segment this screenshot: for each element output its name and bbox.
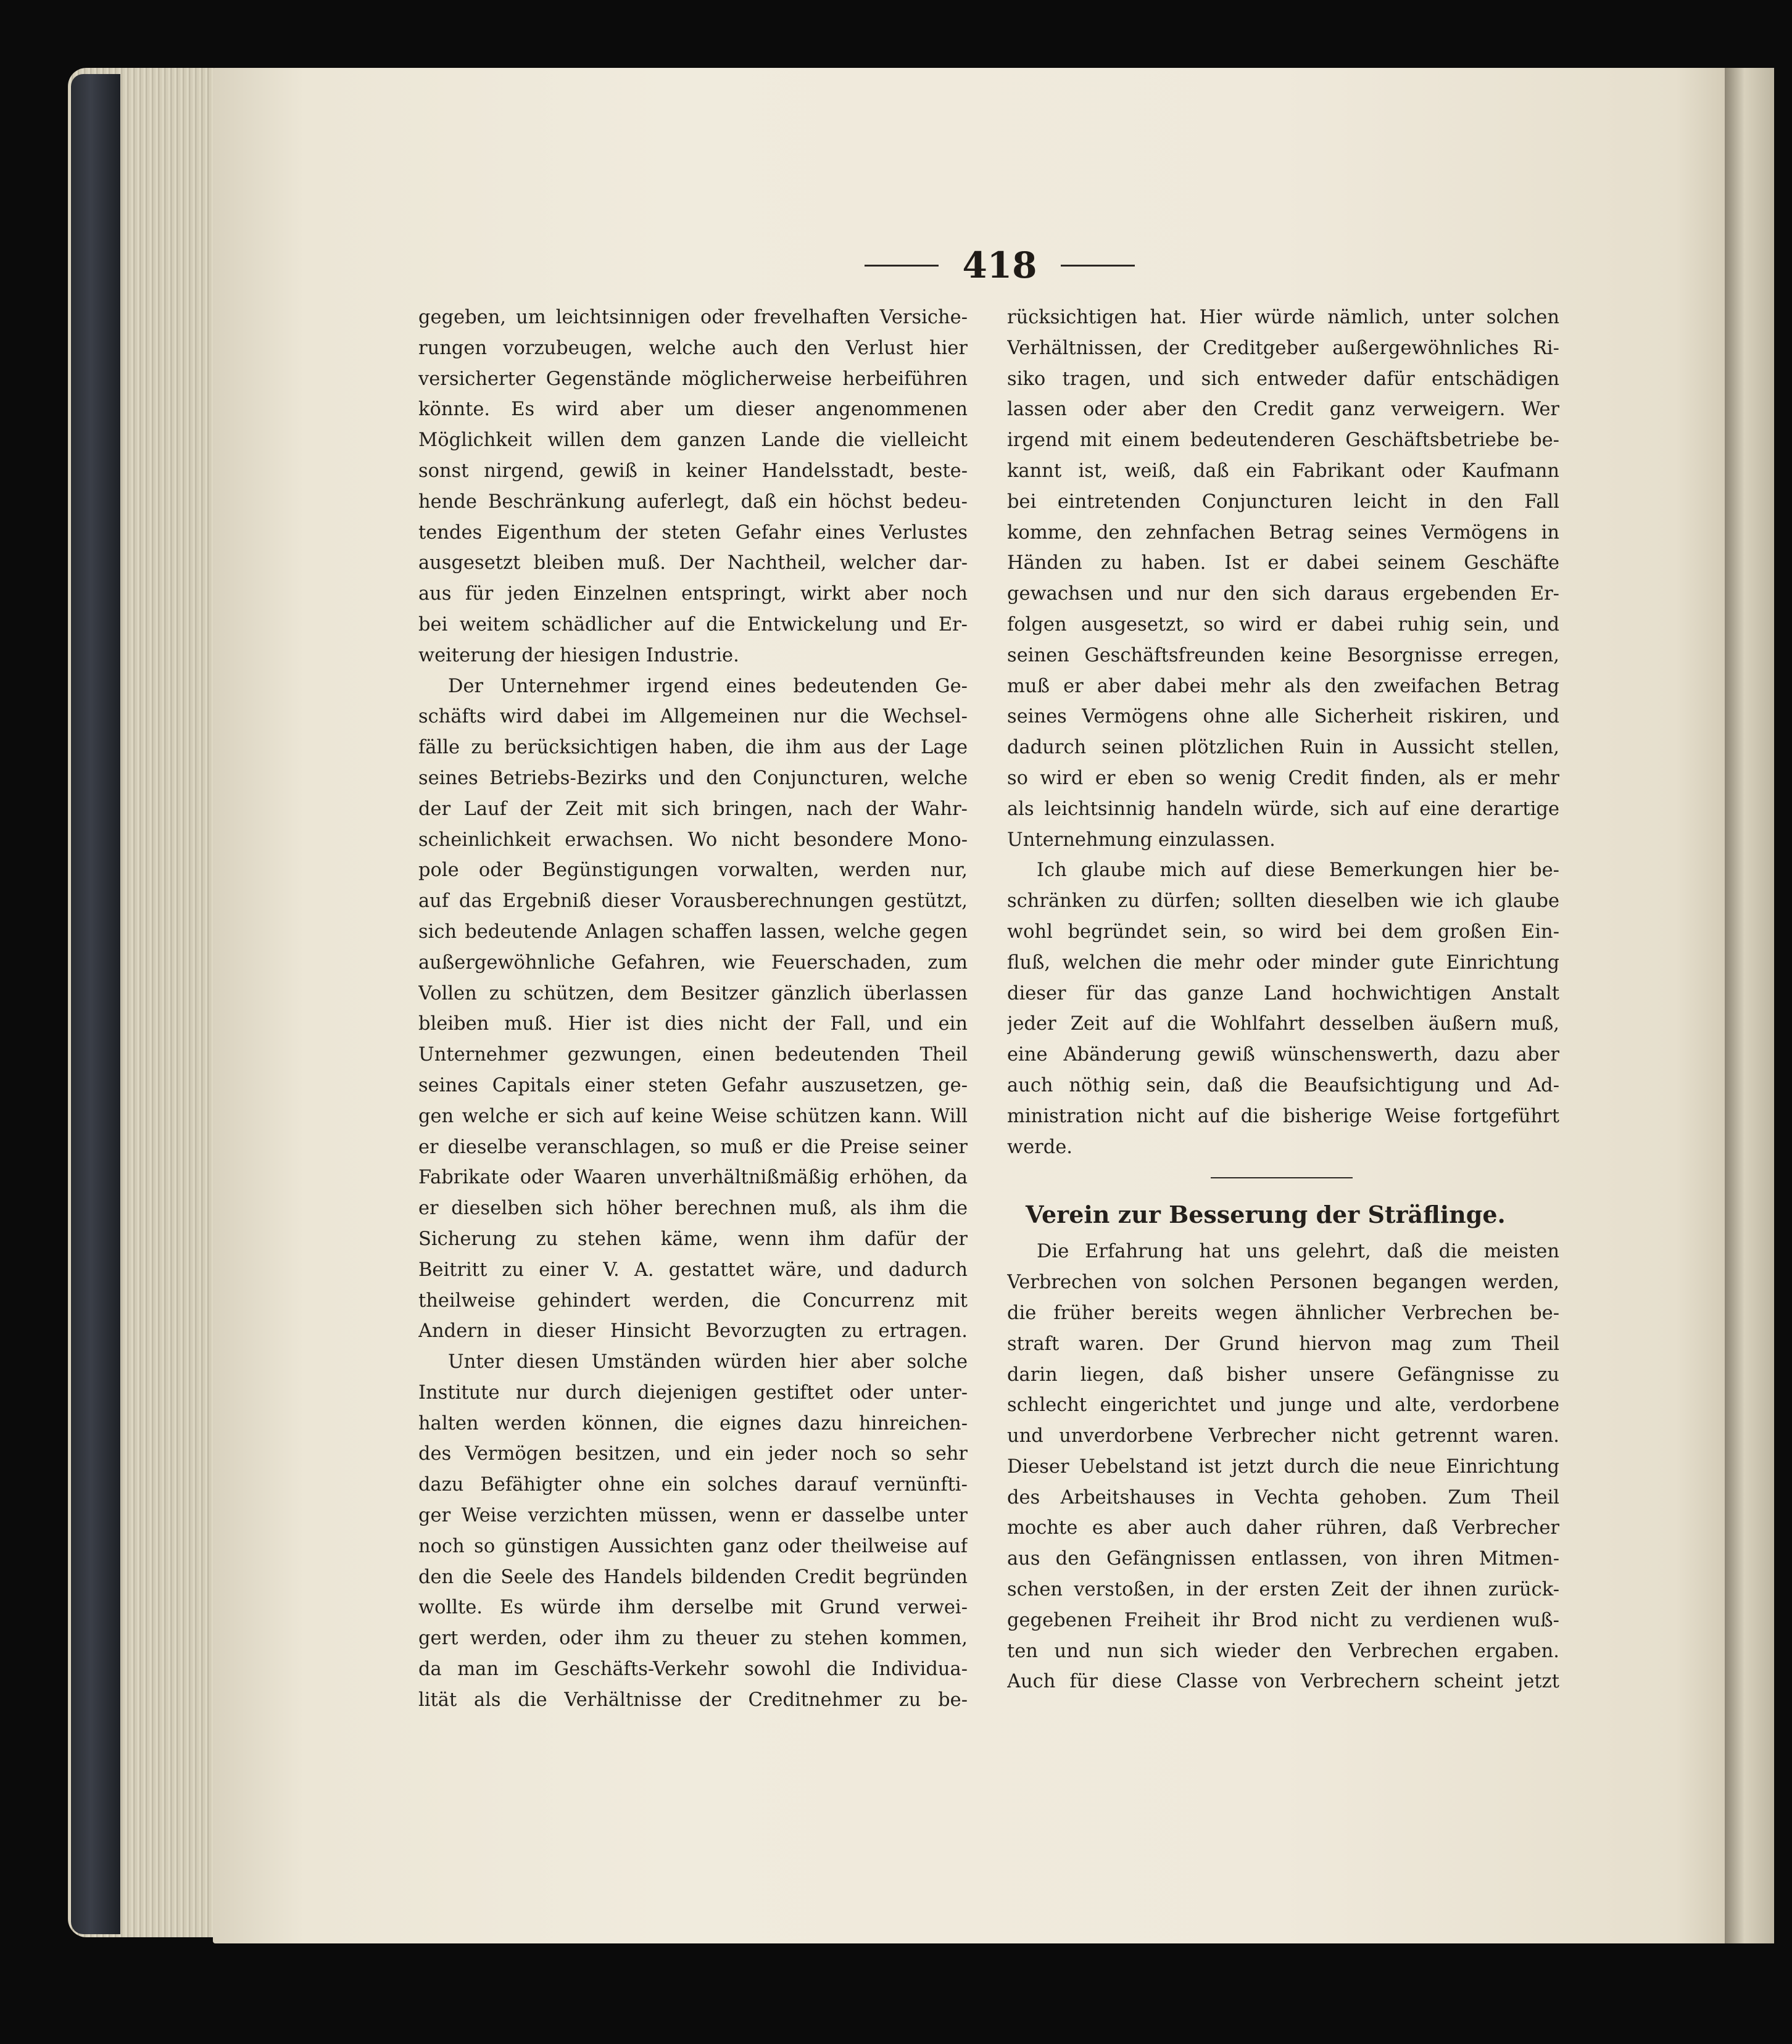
section-separator [1007,1162,1559,1193]
text-line: rücksichtigen hat. Hier würde nämlich, unter solchen [1007,307,1559,328]
text-line: schränken zu dürfen; sollten dieselben wie ich glaube [1007,890,1559,912]
text-line: Verhältnissen, der Creditgeber außergewöhnliches Ri- [1007,337,1559,359]
text-line: siko tragen, und sich entweder dafür entschädigen [1007,368,1559,390]
section-heading: Verein zur Besserung der Sträflinge. [1026,1201,1506,1229]
text-line: Verbrechen von solchen Personen begangen werden, [1007,1272,1559,1294]
page-header [827,238,1172,293]
text-line: bei eintretenden Conjuncturen leicht in den Fall [1007,490,1559,513]
text-line: Händen zu haben. Ist er dabei seinem Geschäfte [1007,552,1559,574]
header-rule-left [865,265,939,267]
text-line: theilweise gehindert werden, die Concurrenz mit [418,1289,968,1312]
text-line: schen verstoßen, in der ersten Zeit der ihnen zurück- [1007,1579,1559,1601]
text-line: rungen vorzubeugen, welche auch den Verlust hier [418,337,968,359]
text-line: eine Abänderung gewiß wünschenswerth, dazu aber [1007,1044,1559,1066]
text-line: Unternehmung einzulassen. [1007,829,1276,851]
text-line: gert werden, oder ihm zu theuer zu stehen kommen, [418,1628,968,1650]
text-line: den die Seele des Handels bildenden Credit begründen [418,1566,968,1588]
text-line: Unternehmer gezwungen, einen bedeutenden Theil [418,1044,968,1066]
text-line: straft waren. Der Grund hiervon mag zum Theil [1007,1333,1559,1355]
text-line: als leichtsinnig handeln würde, sich auf eine derartige [1007,798,1559,820]
text-line: Unter diesen Umständen würden hier aber solche [448,1351,968,1373]
text-line: tendes Eigenthum der steten Gefahr eines Verlustes [418,521,968,544]
text-line: auf das Ergebniß dieser Vorausberechnungen gestützt, [418,890,968,912]
text-line: ausgesetzt bleiben muß. Der Nachtheil, welcher dar- [418,552,968,574]
text-line: Beitritt zu einer V. A. gestattet wäre, und dadurch [418,1259,968,1281]
text-line: fälle zu berücksichtigen haben, die ihm aus der Lage [418,737,968,759]
text-line: Die Erfahrung hat uns gelehrt, daß die meisten [1037,1241,1559,1263]
text-line: aus den Gefängnissen entlassen, von ihren Mitmen- [1007,1548,1559,1570]
text-line: gen welche er sich auf keine Weise schützen kann. Will [418,1105,968,1127]
text-line: Andern in dieser Hinsicht Bevorzugten zu ertragen. [418,1320,968,1343]
text-line: sonst nirgend, gewiß in keiner Handelsstadt, beste- [418,460,968,482]
text-line: seinen Geschäftsfreunden keine Besorgnisse erregen, [1007,644,1559,666]
text-line: ten und nun sich wieder den Verbrechen ergaben. [1007,1640,1559,1662]
text-line: lität als die Verhältnisse der Creditnehmer zu be- [418,1689,968,1711]
text-line: der Lauf der Zeit mit sich bringen, nach der Wahr- [418,798,968,820]
text-line: dadurch seinen plötzlichen Ruin in Aussicht stellen, [1007,737,1559,759]
text-line: ministration nicht auf die bisherige Weise fortgeführt [1007,1105,1559,1127]
text-line: außergewöhnliche Gefahren, wie Feuerschaden, zum [418,951,968,974]
text-line: pole oder Begünstigungen vorwalten, werden nur, [418,859,968,882]
text-line: Der Unternehmer irgend eines bedeutenden Ge- [448,675,968,697]
text-line: Dieser Uebelstand ist jetzt durch die neue Einrichtung [1007,1455,1559,1478]
page-number: 418 [962,244,1037,286]
text-line: so wird er eben so wenig Credit finden, als er mehr [1007,767,1559,789]
text-line: Vollen zu schützen, dem Besitzer gänzlich überlassen [418,982,968,1004]
text-line: Sicherung zu stehen käme, wenn ihm dafür der [418,1228,968,1250]
text-line: irgend mit einem bedeutenderen Geschäftsbetriebe be- [1007,429,1559,452]
text-line: Fabrikate oder Waaren unverhältnißmäßig erhöhen, da [418,1167,968,1189]
header-rule-right [1061,265,1135,267]
text-line: lassen oder aber den Credit ganz verweigern. Wer [1007,399,1559,421]
text-line: gegebenen Freiheit ihr Brod nicht zu verdienen wuß- [1007,1609,1559,1631]
text-line: seines Betriebs-Bezirks und den Conjuncturen, welche [418,767,968,789]
text-line: folgen ausgesetzt, so wird er dabei ruhig sein, und [1007,613,1559,635]
text-line: Institute nur durch diejenigen gestiftet oder unter- [418,1381,968,1404]
text-line: komme, den zehnfachen Betrag seines Vermögens in [1007,521,1559,544]
text-line: noch so günstigen Aussichten ganz oder theilweise auf [418,1535,968,1557]
text-line: schlecht eingerichtet und junge und alte, verdorbene [1007,1394,1559,1417]
right-column-text-b [1007,1236,1559,1697]
text-line: da man im Geschäfts-Verkehr sowohl die Individua- [418,1658,968,1681]
text-line: darin liegen, daß bisher unsere Gefängnisse zu [1007,1363,1559,1386]
text-line: versicherter Gegenstände möglicherweise herbeiführen [418,368,968,390]
text-line: wohl begründet sein, so wird bei dem großen Ein- [1007,921,1559,943]
text-line: er dieselben sich höher berechnen muß, als ihm die [418,1198,968,1220]
text-line: scheinlichkeit erwachsen. Wo nicht besondere Mono- [418,829,968,851]
text-line: dieser für das ganze Land hochwichtigen Anstalt [1007,982,1559,1004]
text-line: fluß, welchen die mehr oder minder gute Einrichtung [1007,951,1559,974]
text-line: weiterung der hiesigen Industrie. [418,644,739,666]
text-line: die früher bereits wegen ähnlicher Verbrechen be- [1007,1302,1559,1324]
text-line: auch nöthig sein, daß die Beaufsichtigung und Ad- [1007,1074,1559,1096]
text-line: halten werden können, die eignes dazu hinreichen- [418,1412,968,1434]
text-line: aus für jeden Einzelnen entspringt, wirkt aber noch [418,583,968,605]
text-line: Möglichkeit willen dem ganzen Lande die vielleicht [418,429,968,452]
text-line: hende Beschränkung auferlegt, daß ein höchst bedeu- [418,490,968,513]
text-line: bleiben muß. Hier ist dies nicht der Fall, und ein [418,1013,968,1035]
text-line: dazu Befähigter ohne ein solches darauf vernünfti- [418,1474,968,1496]
text-line: kannt ist, weiß, daß ein Fabrikant oder Kaufmann [1007,460,1559,482]
book-gutter [1725,68,1774,1943]
text-line: werde. [1007,1136,1073,1158]
text-line: ger Weise verzichten müssen, wenn er dasselbe unter [418,1505,968,1527]
text-line: wollte. Es würde ihm derselbe mit Grund verwei- [418,1597,968,1619]
text-line: seines Capitals einer steten Gefahr auszusetzen, ge- [418,1074,968,1096]
right-column-text-a [1007,302,1559,1162]
text-line: und unverdorbene Verbrecher nicht getrennt waren. [1007,1425,1559,1447]
text-line: gewachsen und nur den sich daraus ergebenden Er- [1007,583,1559,605]
text-line: seines Vermögens ohne alle Sicherheit riskiren, und [1007,706,1559,728]
text-line: könnte. Es wird aber um dieser angenommenen [418,399,968,421]
text-line: jeder Zeit auf die Wohlfahrt desselben äußern muß, [1007,1013,1559,1035]
text-line: gegeben, um leichtsinnigen oder frevelhaften Versiche- [418,307,968,328]
text-line: mochte es aber auch daher rühren, daß Verbrecher [1007,1517,1559,1539]
text-line: schäfts wird dabei im Allgemeinen nur die Wechsel- [418,706,968,728]
text-line: muß er aber dabei mehr als den zweifachen Betrag [1007,675,1559,697]
text-line: er dieselbe veranschlagen, so muß er die Preise seiner [418,1136,968,1158]
separator-rule [1211,1177,1353,1178]
text-line: Auch für diese Classe von Verbrechern scheint jetzt [1007,1671,1559,1693]
text-line: des Arbeitshauses in Vechta gehoben. Zum Theil [1007,1486,1559,1508]
text-line: Ich glaube mich auf diese Bemerkungen hier be- [1037,859,1559,882]
right-column [1007,302,1559,1697]
text-line: sich bedeutende Anlagen schaffen lassen, welche gegen [418,921,968,943]
text-line: bei weitem schädlicher auf die Entwickelung und Er- [418,613,968,635]
left-column [418,302,968,1716]
text-line: des Vermögen besitzen, und ein jeder noch so sehr [418,1443,968,1465]
book-cover [71,74,120,1934]
